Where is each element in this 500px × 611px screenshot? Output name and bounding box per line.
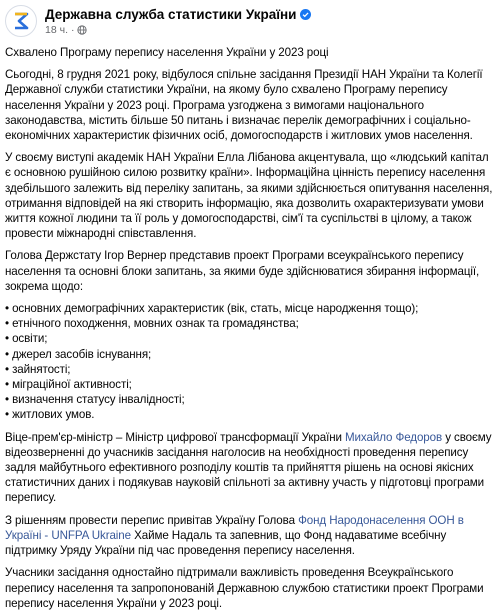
paragraph-4-start: Віце-прем'єр-міністр – Міністр цифрової трансформації України — [5, 430, 345, 444]
post-header — [5, 3, 495, 39]
paragraph-4 — [5, 430, 495, 506]
post-meta — [45, 24, 311, 36]
list-item: • зайнятості; — [5, 362, 71, 376]
list-item: • джерел засобів існування; — [5, 347, 152, 361]
paragraph-3 — [5, 248, 495, 294]
paragraph-6: Учасники засідання одностайно підтримали важливість проведення Всеукраїнського перепису населення та запропонованій Державною службою статистики проект Програми перепису населення України у 2023 році. — [5, 566, 484, 610]
paragraph-4-rest: у своєму відеозверненні до учасників засідання наголосив на необхідності проведення перепису задля майбутнього ефективного розподілу коштів та прийняття рішень на основі якісних статистичних даних і подякував науковій спільноті за активну участь у підготовці програми перепису. — [5, 430, 492, 505]
mention-link-unfpa[interactable]: Фонд Народонаселення ООН в Україні - UNFPA Ukraine — [5, 513, 464, 542]
mention-link-fedorov[interactable]: Михайло Федоров — [345, 430, 443, 444]
question-blocks-list — [5, 301, 495, 423]
list-item: • міграційної активності; — [5, 378, 132, 392]
globe-icon[interactable] — [77, 25, 87, 35]
paragraph-1: Сьогодні, 8 грудня 2021 року, відбулося спільне засідання Президії НАН України та Колегії Державної служби статистики України, на якому було схвалено Програму перепису населення України у 2023 році. Програма узгоджена з вимогами національного законодавства, містить більше 50 питань і визначає перелік демографічних і соціально-економічних характеристик фізичних осіб, домогосподарств і житлових умов населення. — [5, 68, 483, 143]
paragraph-5-rest: Хайме Надаль та запевнив, що Фонд надаватиме всебічну підтримку Уряду України під час проведення перепису населення. — [5, 528, 447, 558]
ukrstat-logo-icon — [10, 10, 32, 32]
meta-separator: · — [70, 23, 75, 36]
page-name-link[interactable]: Державна служба статистики України — [45, 6, 297, 22]
page-avatar[interactable] — [5, 5, 37, 37]
paragraph-3-intro: Голова Держстату Ігор Вернер представив проект Програми всеукраїнського перепису населення та основні блоки запитань, за якими буде здійснюватися збирання інформації, зокрема щодо: — [5, 249, 480, 293]
paragraph-5-start: З рішенням провести перепис привітав Україну Голова — [5, 513, 299, 527]
list-item: • етнічного походження, мовних ознак та громадянства; — [5, 317, 299, 331]
post-title: Схвалено Програму перепису населення України у 2023 році — [5, 46, 329, 59]
paragraph-5 — [5, 513, 495, 559]
verified-badge-icon — [300, 9, 311, 20]
post-time-link[interactable]: 18 ч. — [45, 23, 68, 36]
paragraph-2: У своєму виступі академік НАН України Елла Лібанова акцентувала, що «людський капітал є основною рушійною силою розвитку країни». Інформаційна цінність перепису населення здебільшого залежить від переліку запитань, за якими здійснюється опитування населення, отримання відповідей на які створить інформацію, яка дозволить охарактеризувати умови життя кожної людини та її роль у домогосподарстві, сім'ї та суспільстві в цілому, а також провести міжнародні співставлення. — [5, 151, 493, 241]
post-content — [5, 45, 495, 611]
list-item: • основних демографічних характеристик (вік, стать, місце народження тощо); — [5, 302, 419, 316]
list-item: • освіти; — [5, 332, 48, 346]
list-item: • визначення статусу інвалідності; — [5, 393, 185, 407]
list-item: • житлових умов. — [5, 408, 95, 422]
